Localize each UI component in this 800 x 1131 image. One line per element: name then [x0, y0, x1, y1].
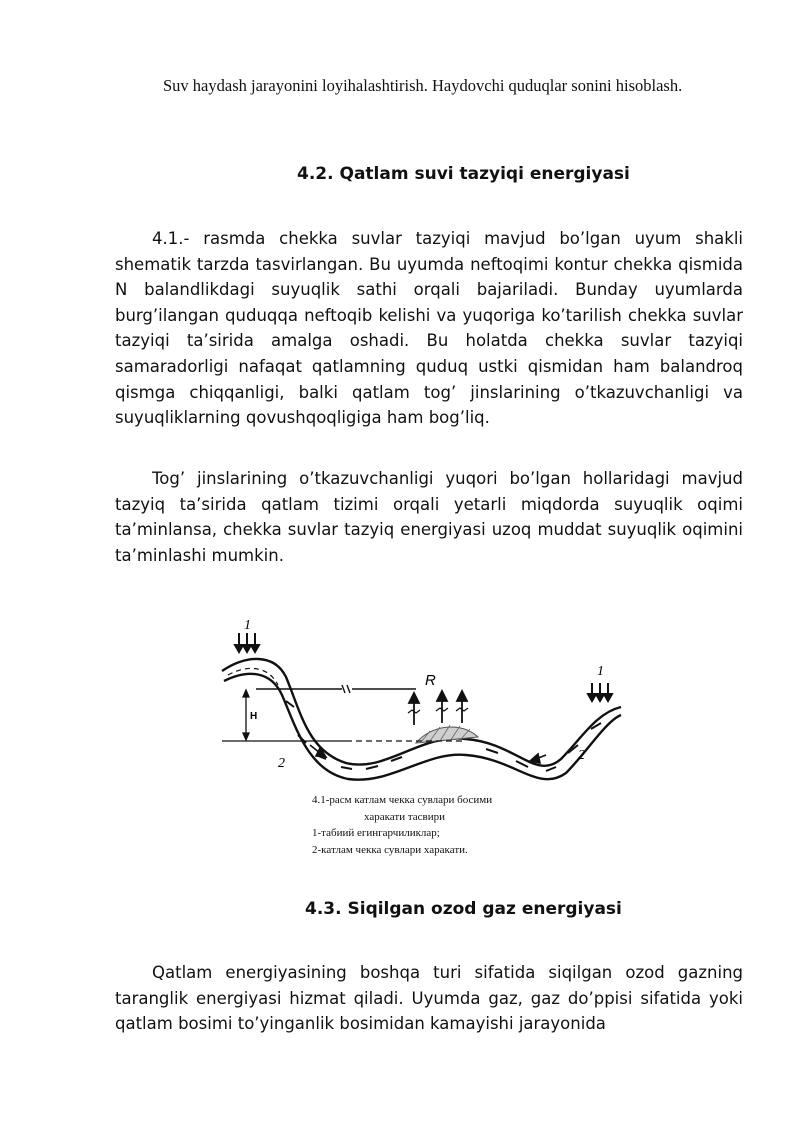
label-2-right: 2 — [578, 748, 585, 763]
precipitation-arrows-left — [235, 633, 259, 652]
label-1-right: 1 — [597, 664, 604, 679]
paragraph-4-2-1: 4.1.- rasmda chekka suvlar tazyiqi mavjud bo’lgan uyum shakli shematik tarzda tasvirlangan. Bu uyumda neftoqimi kontur chekka qismida N balandlikdagi suyuqlik sathi orqali bajariladi. Bunday uyumlarda burg’ilangan quduqqa neftoqib kelishi va yuqoriga ko’tarilish chekka suvlar tazyiqi ta’sirida amalga oshadi. Bu holatda chekka suvlar tazyiqi samaradorligi nafaqat qatlamning quduq ustki qismidan ham balandroq qismga chiqqanligi, balki qatlam tog’ jinslarining o’tkazuvchanligi va suyuqliklarning qovushqoqligiga ham bog’liq. — [115, 229, 743, 428]
caption-line-4: 2-катлам чекка сувлари харакати. — [312, 843, 468, 856]
caption-line-3: 1-табиий егингарчиликлар; — [312, 827, 440, 839]
wells — [408, 691, 468, 725]
intro-text: Suv haydash jarayonini loyihalashtirish. Haydovchi quduqlar sonini hisoblash. — [163, 76, 683, 95]
label-2-left: 2 — [278, 756, 285, 771]
figure-caption — [312, 792, 492, 858]
height-dimension — [243, 690, 249, 740]
label-H: H — [250, 711, 258, 722]
section-heading-4-3: 4.3. Siqilgan ozod gaz energiyasi — [305, 899, 622, 919]
section-heading-4-2: 4.2. Qatlam suvi tazyiqi energiyasi — [297, 164, 630, 184]
paragraph-4-2-2: Tog’ jinslarining o’tkazuvchanligi yuqori bo’lgan hollaridagi mavjud tazyiq ta’sirida qatlam tizimi orqali yetarli miqdorda suyuqlik oqimi ta’minlansa, chekka suvlar tazyiq energiyasi uzoq muddat suyuqlik oqimini ta’minlashi mumkin. — [115, 469, 743, 565]
figure-4-1 — [216, 603, 636, 811]
paragraph-4-3-1: Qatlam energiyasining boshqa turi sifatida siqilgan ozod gazning taranglik energiyasi hizmat qiladi. Uyumda gaz, gaz do’ppisi sifatida yoki qatlam bosimi to’yinganlik bosimidan kamayishi jarayonida — [115, 963, 743, 1034]
caption-line-2: харакати тасвири — [364, 810, 446, 823]
precipitation-arrows-right — [588, 683, 612, 701]
label-R: R — [425, 672, 436, 689]
reservoir-diagram — [216, 603, 636, 811]
caption-line-1: 4.1-расм катлам чекка сувлари босими — [312, 794, 493, 806]
label-1-left: 1 — [244, 618, 251, 633]
